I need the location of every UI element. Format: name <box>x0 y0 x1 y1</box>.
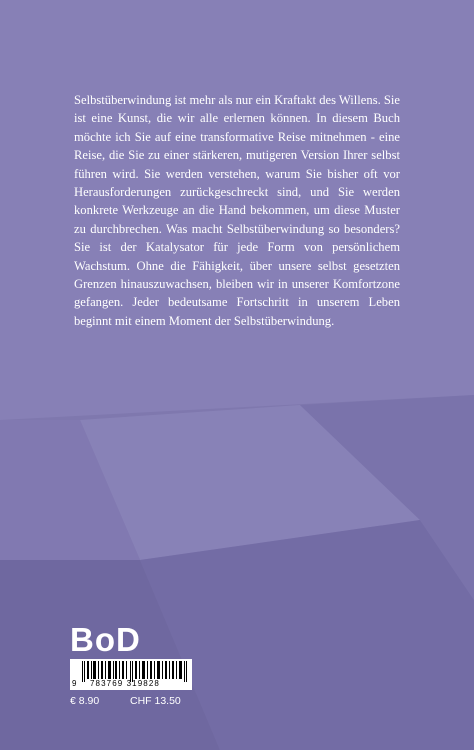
blurb-paragraph: Selbstüberwindung ist mehr als nur ein Kraftakt des Willens. Sie ist eine Kunst, die wir alle erlernen können. In diesem Buch möchte ich Sie auf eine transformative Reise mitnehmen - eine Reise, die Sie zu einer stärkeren, mutigeren Version Ihrer selbst führen wird. Sie werden verstehen, warum Sie bisher oft vor Herausforderungen zurückgeschreckt sind, und Sie werden konkrete Werkzeuge an die Hand bekommen, um diese Muster zu durchbrechen. Was macht Selbstüberwindung so besonders? Sie ist der Katalysator für jede Form von persönlichem Wachstum. Ohne die Fähigkeit, über unsere selbst gesetzten Grenzen hinauszuwachsen, bleiben wir in unserer Komfortzone gefangen. Jeder bedeutsame Fortschritt in unserem Leben beginnt mit einem Moment der Selbstüberwindung. <box>74 93 400 328</box>
isbn-barcode <box>70 659 192 690</box>
publisher-logo: BoD <box>70 621 141 658</box>
price-chf: CHF 13.50 <box>130 695 181 707</box>
price-eur: € 8.90 <box>70 695 100 707</box>
blurb-text <box>74 91 400 330</box>
barcode-lead-digit: 9 <box>72 679 77 688</box>
barcode-digits: 783769 319828 <box>90 679 160 688</box>
